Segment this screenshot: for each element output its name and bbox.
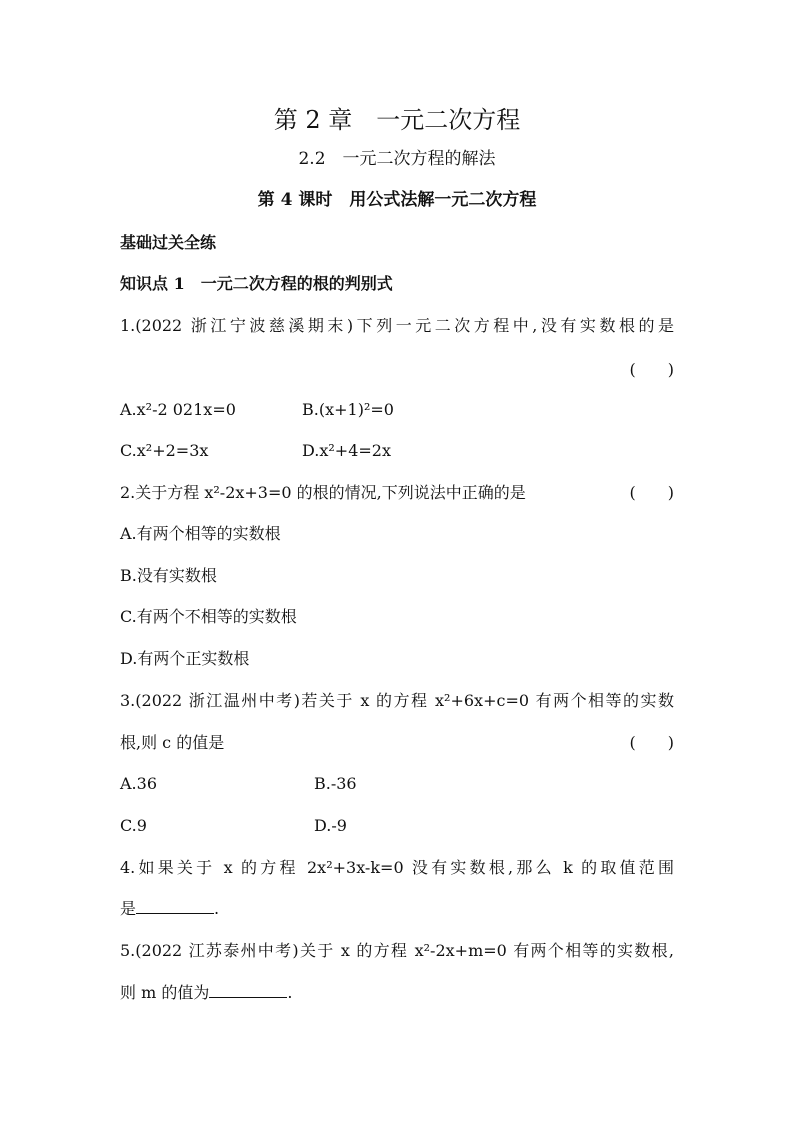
section-title: 2.2 一元二次方程的解法 xyxy=(298,149,496,169)
q3-stem-line1: 3.(2022 浙江温州中考)若关于 x 的方程 x²+6x+c=0 有两个相等的实数 xyxy=(120,691,674,710)
section-label: 基础过关全练 xyxy=(120,233,217,252)
q3-option-a: A.36 xyxy=(120,774,157,793)
q5-stem-prefix: 则 m 的值为 xyxy=(120,983,210,1002)
q1-option-a: A.x²-2 021x=0 xyxy=(120,400,236,419)
q5-answer-blank[interactable] xyxy=(209,983,287,998)
knowledge-point-heading: 知识点 1 一元二次方程的根的判别式 xyxy=(120,274,393,293)
chapter-title: 第 2 章 一元二次方程 xyxy=(273,106,521,134)
q4-stem-line1: 4.如果关于 x 的方程 2x²+3x-k=0 没有实数根,那么 k 的取值范围 xyxy=(120,858,674,877)
q1-option-d: D.x²+4=2x xyxy=(302,441,391,460)
q5-stem-line1: 5.(2022 江苏泰州中考)关于 x 的方程 x²-2x+m=0 有两个相等的实数根, xyxy=(120,941,674,960)
q4-stem-line2: 是 . xyxy=(120,899,220,918)
q3-option-b: B.-36 xyxy=(314,774,357,793)
q1-option-c: C.x²+2=3x xyxy=(120,441,209,460)
q2-option-b: B.没有实数根 xyxy=(120,566,217,585)
q3-answer-paren: ( ) xyxy=(629,733,674,752)
q1-option-b: B.(x+1)²=0 xyxy=(302,400,394,419)
q1-stem: 1.(2022 浙江宁波慈溪期末)下列一元二次方程中,没有实数根的是 xyxy=(120,316,674,335)
q3-option-d: D.-9 xyxy=(314,816,347,835)
q2-option-d: D.有两个正实数根 xyxy=(120,649,250,668)
q2-option-c: C.有两个不相等的实数根 xyxy=(120,607,297,626)
q3-stem-line2: 根,则 c 的值是 xyxy=(120,733,225,752)
q1-answer-paren: ( ) xyxy=(629,360,674,379)
q2-stem: 2.关于方程 x²-2x+3=0 的根的情况,下列说法中正确的是 xyxy=(120,483,526,502)
q2-answer-paren: ( ) xyxy=(629,483,674,502)
q5-stem-line2: 则 m 的值为 . xyxy=(120,983,293,1002)
q2-option-a: A.有两个相等的实数根 xyxy=(120,524,281,543)
q4-answer-blank[interactable] xyxy=(136,899,214,914)
lesson-title: 第 4 课时 用公式法解一元二次方程 xyxy=(257,190,537,210)
q4-stem-prefix: 是 xyxy=(120,899,137,918)
q3-option-c: C.9 xyxy=(120,816,147,835)
